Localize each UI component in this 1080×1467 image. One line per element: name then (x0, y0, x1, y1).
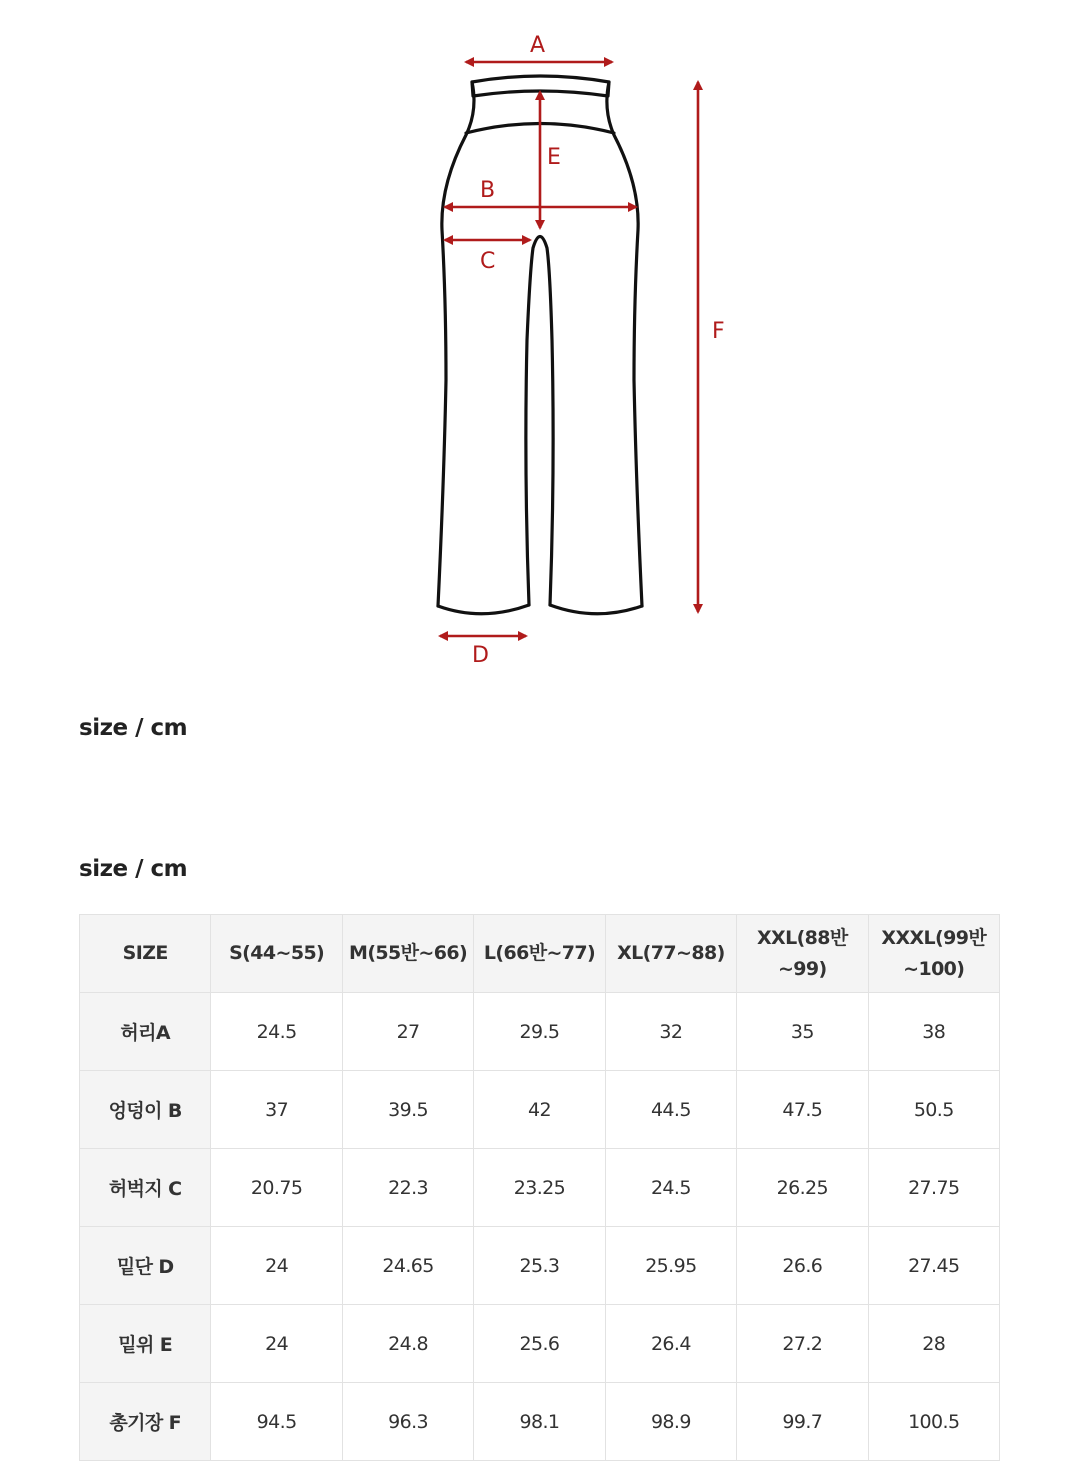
table-cell: 24.5 (605, 1149, 736, 1227)
header-corner-cell: SIZE (80, 915, 211, 993)
header-size-m: M(55반~66) (342, 915, 473, 993)
header-size-xxxl: XXXL(99반 ~100) (868, 915, 999, 993)
header-size-l: L(66반~77) (474, 915, 605, 993)
table-row (80, 1071, 1000, 1149)
table-cell: 20.75 (211, 1149, 342, 1227)
table-cell: 24 (211, 1305, 342, 1383)
table-cell: 50.5 (868, 1071, 999, 1149)
table-cell: 27.75 (868, 1149, 999, 1227)
table-row (80, 1305, 1000, 1383)
table-cell: 94.5 (211, 1383, 342, 1461)
header-size-xl: XL(77~88) (605, 915, 736, 993)
table-cell: 98.1 (474, 1383, 605, 1461)
table-cell: 23.25 (474, 1149, 605, 1227)
label-a: A (530, 33, 546, 58)
table-cell: 25.6 (474, 1305, 605, 1383)
row-label: 밑위 E (80, 1305, 211, 1383)
table-cell: 22.3 (342, 1149, 473, 1227)
table-header-row (80, 915, 1000, 993)
table-cell: 100.5 (868, 1383, 999, 1461)
table-cell: 26.25 (737, 1149, 868, 1227)
size-chart-table (79, 914, 1000, 1461)
unit-caption: size / cm (79, 856, 188, 882)
table-cell: 24 (211, 1227, 342, 1305)
table-cell: 26.6 (737, 1227, 868, 1305)
label-c: C (480, 249, 496, 274)
label-b: B (480, 178, 496, 203)
table-cell: 24.8 (342, 1305, 473, 1383)
table-cell: 27 (342, 993, 473, 1071)
label-d: D (472, 643, 489, 668)
table-row (80, 1383, 1000, 1461)
table-cell: 25.95 (605, 1227, 736, 1305)
unit-caption: size / cm (79, 715, 188, 741)
header-size-s: S(44~55) (211, 915, 342, 993)
table-cell: 99.7 (737, 1383, 868, 1461)
table-cell: 39.5 (342, 1071, 473, 1149)
table-cell: 29.5 (474, 993, 605, 1071)
pants-measurement-diagram (0, 0, 1080, 690)
table-cell: 37 (211, 1071, 342, 1149)
row-label: 허벅지 C (80, 1149, 211, 1227)
table-row (80, 1149, 1000, 1227)
table-cell: 26.4 (605, 1305, 736, 1383)
table-cell: 24.5 (211, 993, 342, 1071)
table-cell: 25.3 (474, 1227, 605, 1305)
table-cell: 38 (868, 993, 999, 1071)
table-cell: 98.9 (605, 1383, 736, 1461)
pants-diagram-svg (0, 0, 1080, 690)
row-label: 허리A (80, 993, 211, 1071)
table-cell: 27.2 (737, 1305, 868, 1383)
table-cell: 27.45 (868, 1227, 999, 1305)
table-row (80, 993, 1000, 1071)
table-cell: 96.3 (342, 1383, 473, 1461)
label-f: F (712, 319, 725, 344)
header-size-xxl: XXL(88반~99) (737, 915, 868, 993)
table-cell: 32 (605, 993, 736, 1071)
row-label: 밑단 D (80, 1227, 211, 1305)
row-label: 총기장 F (80, 1383, 211, 1461)
label-e: E (547, 145, 561, 170)
table-cell: 47.5 (737, 1071, 868, 1149)
table-cell: 35 (737, 993, 868, 1071)
table-cell: 28 (868, 1305, 999, 1383)
table-row (80, 1227, 1000, 1305)
table-cell: 24.65 (342, 1227, 473, 1305)
table-cell: 42 (474, 1071, 605, 1149)
row-label: 엉덩이 B (80, 1071, 211, 1149)
table-cell: 44.5 (605, 1071, 736, 1149)
dimension-arrows (440, 62, 698, 636)
